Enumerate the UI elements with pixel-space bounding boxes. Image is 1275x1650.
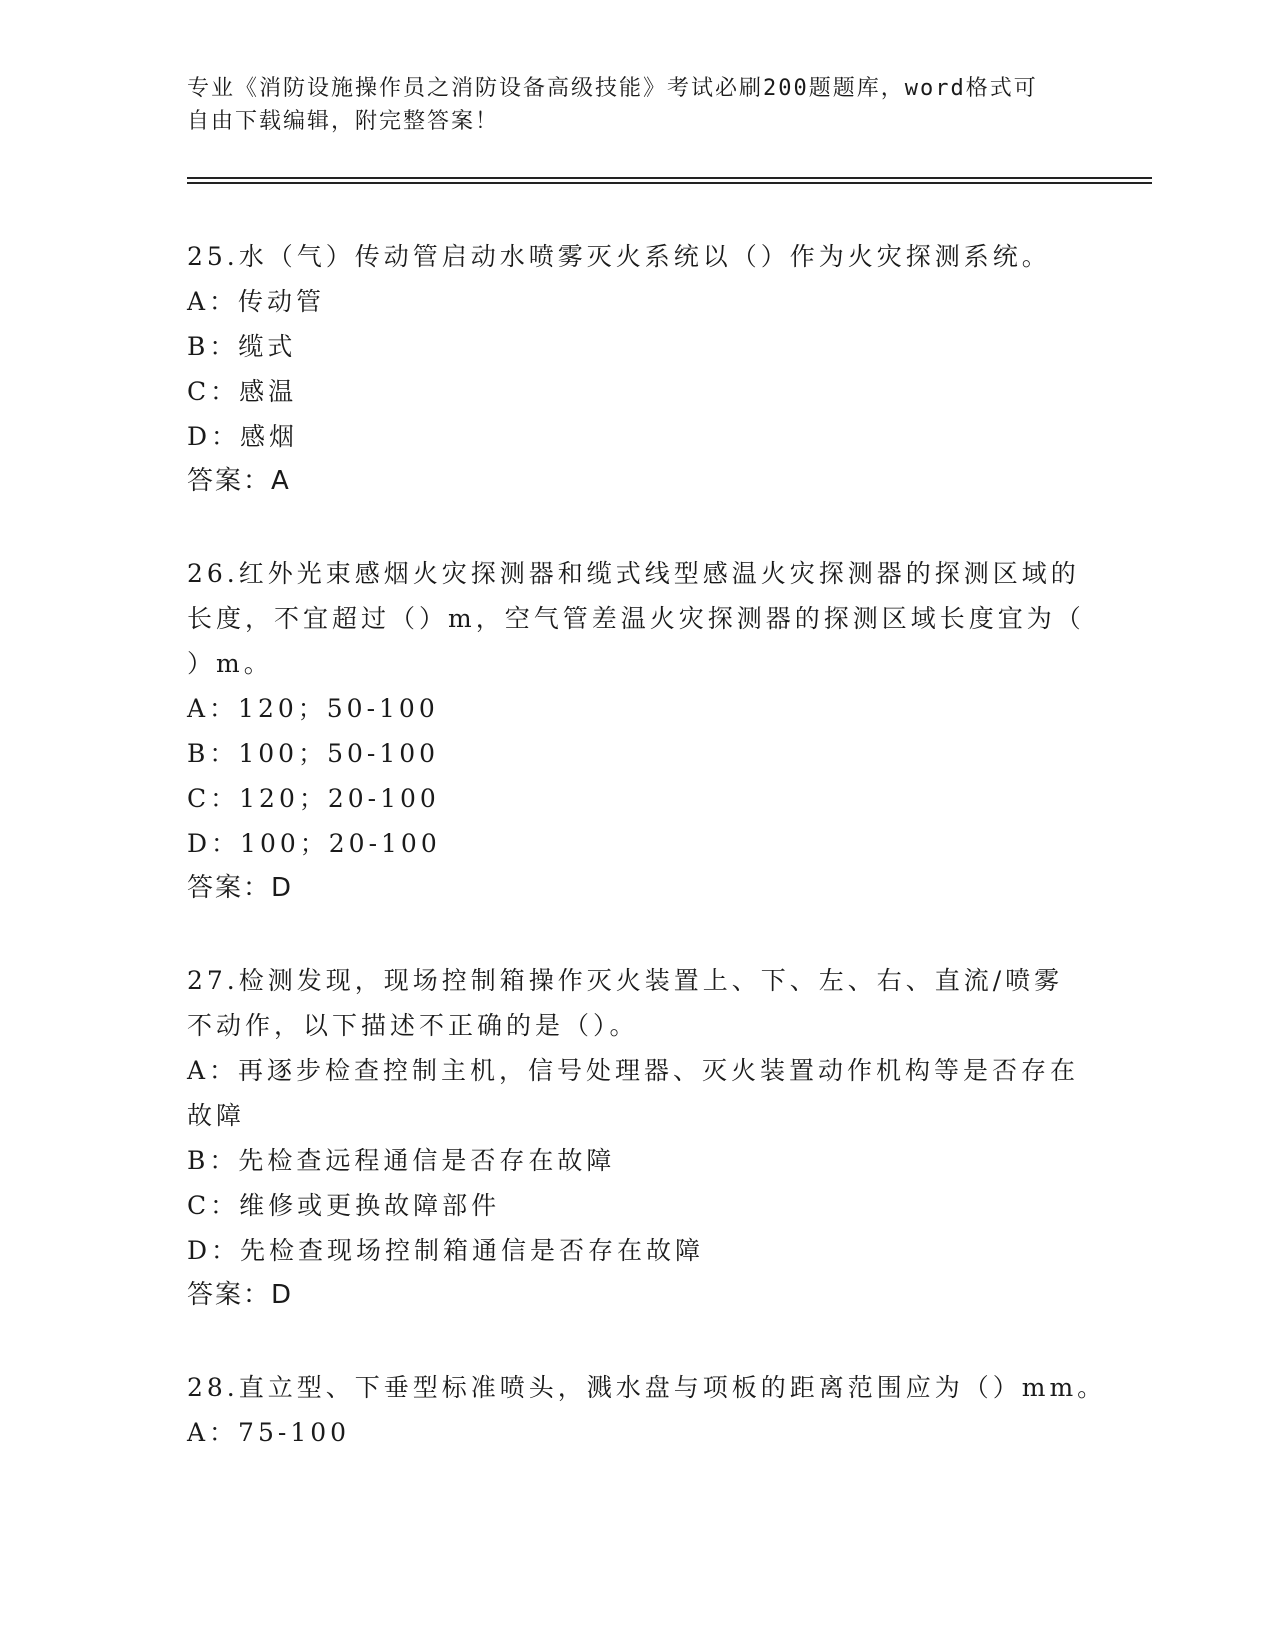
header-divider-bottom: [187, 182, 1152, 184]
option-a: A：75-100: [187, 1418, 351, 1447]
question-text: 25.水（气）传动管启动水喷雾灭火系统以（）作为火灾探测系统。: [187, 242, 1051, 271]
answer: 答案：D: [187, 1280, 294, 1310]
question-text: ）m。: [187, 649, 273, 678]
answer: 答案：A: [187, 466, 291, 496]
option-a: A：再逐步检查控制主机，信号处理器、灭火装置动作机构等是否存在: [187, 1056, 1080, 1085]
question-28: [187, 1365, 1107, 1455]
option-a: A：传动管: [187, 287, 326, 316]
question-text: 28.直立型、下垂型标准喷头，溅水盘与项板的距离范围应为（）mm。: [187, 1373, 1107, 1402]
option-b: B：100；50-100: [187, 739, 440, 768]
option-c: C：感温: [187, 377, 298, 406]
question-26: [187, 551, 1087, 911]
header-line-1: 专业《消防设施操作员之消防设备高级技能》考试必刷200题题库，word格式可: [187, 76, 1038, 101]
question-text: 不动作，以下描述不正确的是（）。: [187, 1011, 639, 1040]
option-b: B：先检查远程通信是否存在故障: [187, 1146, 616, 1175]
header-divider-top: [187, 177, 1152, 179]
option-c: C：维修或更换故障部件: [187, 1191, 501, 1220]
header-line-2: 自由下载编辑，附完整答案！: [187, 109, 500, 134]
answer: 答案：D: [187, 873, 294, 903]
option-b: B：缆式: [187, 332, 297, 361]
option-d: D：100；20-100: [187, 829, 441, 858]
question-text: 27.检测发现，现场控制箱操作灭火装置上、下、左、右、直流/喷雾: [187, 966, 1064, 995]
option-c: C：120；20-100: [187, 784, 440, 813]
question-list: [187, 234, 1107, 1502]
question-25: [187, 234, 1087, 504]
option-d: D：先检查现场控制箱通信是否存在故障: [187, 1236, 705, 1265]
question-text: 长度，不宜超过（）m，空气管差温火灾探测器的探测区域长度宜为（: [187, 604, 1085, 633]
document-header: [187, 72, 1087, 138]
option-d: D：感烟: [187, 422, 299, 451]
question-27: [187, 958, 1087, 1318]
option-a-continued: 故障: [187, 1101, 246, 1130]
option-a: A：120；50-100: [187, 694, 439, 723]
question-text: 26.红外光束感烟火灾探测器和缆式线型感温火灾探测器的探测区域的: [187, 559, 1080, 588]
